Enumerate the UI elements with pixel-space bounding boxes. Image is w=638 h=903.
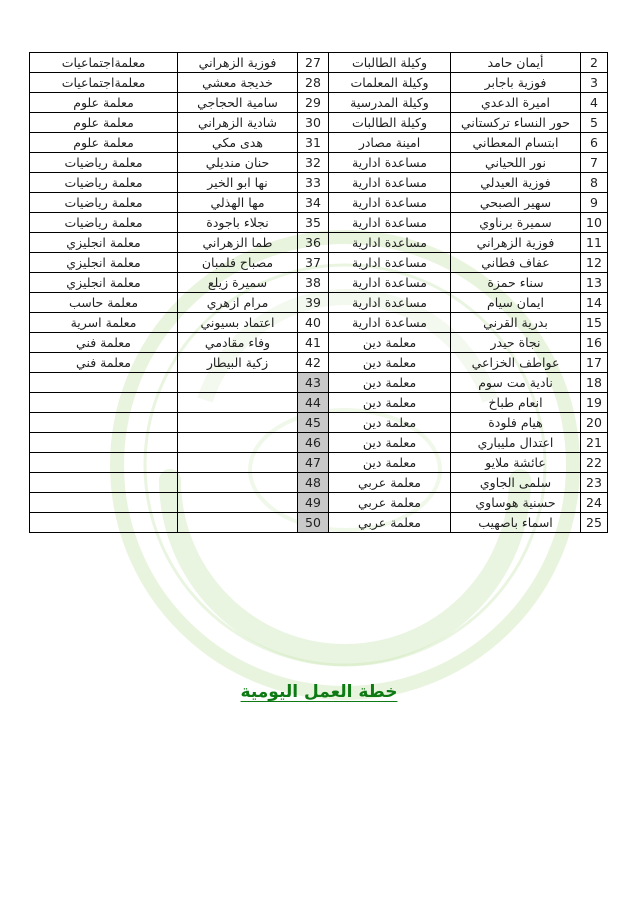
table-row [30, 273, 608, 293]
staff-name-cell: سميرة زيلع [178, 273, 298, 293]
staff-name-cell: عائشة ملايو [451, 453, 581, 473]
staff-role-cell: معلمة دين [329, 393, 451, 413]
row-number-cell: 24 [581, 493, 608, 513]
table-row [30, 93, 608, 113]
staff-role-cell [30, 433, 178, 453]
staff-role-cell: وكيلة المعلمات [329, 73, 451, 93]
staff-role-cell: معلمة عربي [329, 513, 451, 533]
staff-name-cell: نور اللحياني [451, 153, 581, 173]
row-number-cell: 4 [581, 93, 608, 113]
staff-name-cell [178, 413, 298, 433]
staff-role-cell: معلمة رياضيات [30, 193, 178, 213]
staff-role-cell: معلمة دين [329, 353, 451, 373]
staff-role-cell [30, 413, 178, 433]
row-number-cell: 22 [581, 453, 608, 473]
staff-role-cell [30, 473, 178, 493]
row-number-cell: 7 [581, 153, 608, 173]
staff-name-cell: أيمان حامد [451, 53, 581, 73]
row-number-cell: 44 [298, 393, 329, 413]
table-row [30, 133, 608, 153]
staff-name-cell: خديجة معشي [178, 73, 298, 93]
table-row [30, 253, 608, 273]
row-number-cell: 15 [581, 313, 608, 333]
table-row [30, 373, 608, 393]
table-row [30, 493, 608, 513]
table-row [30, 453, 608, 473]
row-number-cell: 39 [298, 293, 329, 313]
row-number-cell: 5 [581, 113, 608, 133]
table-row [30, 233, 608, 253]
staff-role-cell: معلمة انجليزي [30, 233, 178, 253]
row-number-cell: 8 [581, 173, 608, 193]
row-number-cell: 16 [581, 333, 608, 353]
staff-role-cell: معلمة انجليزي [30, 273, 178, 293]
staff-role-cell: مساعدة ادارية [329, 173, 451, 193]
staff-role-cell: معلمة علوم [30, 113, 178, 133]
table-row [30, 293, 608, 313]
staff-name-cell: شادية الزهراني [178, 113, 298, 133]
staff-role-cell: وكيلة الطالبات [329, 53, 451, 73]
table-row [30, 413, 608, 433]
staff-role-cell: وكيلة الطالبات [329, 113, 451, 133]
staff-name-cell [178, 473, 298, 493]
staff-name-cell: فوزية باجابر [451, 73, 581, 93]
row-number-cell: 49 [298, 493, 329, 513]
staff-role-cell [30, 513, 178, 533]
table-row [30, 213, 608, 233]
row-number-cell: 27 [298, 53, 329, 73]
table-row [30, 513, 608, 533]
staff-name-cell: حور النساء تركستاني [451, 113, 581, 133]
staff-name-cell: ايمان سيام [451, 293, 581, 313]
table-row [30, 473, 608, 493]
row-number-cell: 21 [581, 433, 608, 453]
staff-role-cell: مساعدة ادارية [329, 313, 451, 333]
table-row [30, 353, 608, 373]
staff-name-cell: اعتماد بسيوني [178, 313, 298, 333]
page-title: خطة العمل اليومية [240, 682, 398, 702]
staff-name-cell: مرام ازهري [178, 293, 298, 313]
staff-role-cell [30, 493, 178, 513]
staff-role-cell: معلمة علوم [30, 133, 178, 153]
table-row [30, 193, 608, 213]
staff-role-cell: معلمة دين [329, 413, 451, 433]
row-number-cell: 35 [298, 213, 329, 233]
table-row [30, 73, 608, 93]
staff-name-cell [178, 513, 298, 533]
staff-name-cell: اسماء باصهيب [451, 513, 581, 533]
row-number-cell: 40 [298, 313, 329, 333]
staff-role-cell: معلمة فني [30, 333, 178, 353]
staff-role-cell: وكيلة المدرسية [329, 93, 451, 113]
staff-name-cell: اعتدال مليباري [451, 433, 581, 453]
staff-name-cell: وفاء مقادمي [178, 333, 298, 353]
row-number-cell: 41 [298, 333, 329, 353]
table-row [30, 433, 608, 453]
staff-role-cell: مساعدة ادارية [329, 153, 451, 173]
row-number-cell: 17 [581, 353, 608, 373]
row-number-cell: 12 [581, 253, 608, 273]
staff-role-cell: مساعدة ادارية [329, 293, 451, 313]
row-number-cell: 45 [298, 413, 329, 433]
staff-name-cell: مصباح فلمبان [178, 253, 298, 273]
staff-role-cell: معلمة رياضيات [30, 213, 178, 233]
staff-role-cell [30, 453, 178, 473]
table-row [30, 313, 608, 333]
staff-name-cell: فوزية الزهراني [451, 233, 581, 253]
row-number-cell: 19 [581, 393, 608, 413]
row-number-cell: 32 [298, 153, 329, 173]
row-number-cell: 34 [298, 193, 329, 213]
staff-name-cell: اميرة الدعدي [451, 93, 581, 113]
staff-role-cell: امينة مصادر [329, 133, 451, 153]
staff-name-cell: هيام فلودة [451, 413, 581, 433]
staff-role-cell: معلمة عربي [329, 473, 451, 493]
row-number-cell: 29 [298, 93, 329, 113]
staff-role-cell: معلمة فني [30, 353, 178, 373]
staff-name-cell: مها الهذلي [178, 193, 298, 213]
staff-name-cell: نها ابو الخير [178, 173, 298, 193]
row-number-cell: 38 [298, 273, 329, 293]
staff-role-cell: معلمة عربي [329, 493, 451, 513]
staff-name-cell: عفاف فطاني [451, 253, 581, 273]
row-number-cell: 10 [581, 213, 608, 233]
table-row [30, 393, 608, 413]
row-number-cell: 42 [298, 353, 329, 373]
staff-name-cell: هدى مكي [178, 133, 298, 153]
staff-name-cell [178, 373, 298, 393]
staff-name-cell: بدرية القرني [451, 313, 581, 333]
row-number-cell: 20 [581, 413, 608, 433]
row-number-cell: 28 [298, 73, 329, 93]
row-number-cell: 43 [298, 373, 329, 393]
staff-role-cell: معلمة رياضيات [30, 153, 178, 173]
staff-role-cell: معلمة دين [329, 433, 451, 453]
staff-role-cell: معلمةاجتماعيات [30, 73, 178, 93]
staff-name-cell: طما الزهراني [178, 233, 298, 253]
table-row [30, 333, 608, 353]
staff-role-cell: مساعدة ادارية [329, 193, 451, 213]
row-number-cell: 30 [298, 113, 329, 133]
staff-role-cell [30, 373, 178, 393]
staff-role-cell: معلمة حاسب [30, 293, 178, 313]
row-number-cell: 2 [581, 53, 608, 73]
row-number-cell: 9 [581, 193, 608, 213]
row-number-cell: 46 [298, 433, 329, 453]
row-number-cell: 13 [581, 273, 608, 293]
staff-role-cell: مساعدة ادارية [329, 213, 451, 233]
row-number-cell: 11 [581, 233, 608, 253]
table-row [30, 53, 608, 73]
staff-name-cell: عواطف الخزاعي [451, 353, 581, 373]
row-number-cell: 33 [298, 173, 329, 193]
row-number-cell: 6 [581, 133, 608, 153]
row-number-cell: 23 [581, 473, 608, 493]
row-number-cell: 25 [581, 513, 608, 533]
table-row [30, 153, 608, 173]
staff-role-cell: معلمة انجليزي [30, 253, 178, 273]
staff-name-cell: حنان منديلي [178, 153, 298, 173]
staff-name-cell: نجاة حيدر [451, 333, 581, 353]
staff-name-cell: سهير الصبحي [451, 193, 581, 213]
staff-name-cell [178, 393, 298, 413]
staff-name-cell: نجلاء باجودة [178, 213, 298, 233]
staff-role-cell: معلمة علوم [30, 93, 178, 113]
staff-name-cell [178, 453, 298, 473]
staff-role-cell: معلمة دين [329, 333, 451, 353]
staff-name-cell: ابتسام المعطاني [451, 133, 581, 153]
staff-table [29, 52, 608, 533]
table-row [30, 113, 608, 133]
staff-name-cell: زكية البيطار [178, 353, 298, 373]
staff-name-cell: حسنية هوساوي [451, 493, 581, 513]
row-number-cell: 47 [298, 453, 329, 473]
row-number-cell: 37 [298, 253, 329, 273]
row-number-cell: 14 [581, 293, 608, 313]
staff-role-cell: مساعدة ادارية [329, 273, 451, 293]
row-number-cell: 3 [581, 73, 608, 93]
row-number-cell: 50 [298, 513, 329, 533]
staff-name-cell [178, 433, 298, 453]
staff-name-cell: نادية مت سوم [451, 373, 581, 393]
table-row [30, 173, 608, 193]
staff-role-cell: معلمة اسرية [30, 313, 178, 333]
staff-role-cell: مساعدة ادارية [329, 253, 451, 273]
staff-role-cell: مساعدة ادارية [329, 233, 451, 253]
staff-role-cell: معلمة دين [329, 453, 451, 473]
row-number-cell: 31 [298, 133, 329, 153]
staff-role-cell: معلمة دين [329, 373, 451, 393]
staff-name-cell: سميرة برناوي [451, 213, 581, 233]
staff-name-cell: فوزية العيدلي [451, 173, 581, 193]
row-number-cell: 18 [581, 373, 608, 393]
staff-role-cell: معلمةاجتماعيات [30, 53, 178, 73]
staff-name-cell: فوزية الزهراني [178, 53, 298, 73]
staff-name-cell: انعام طباخ [451, 393, 581, 413]
row-number-cell: 36 [298, 233, 329, 253]
staff-name-cell: سلمى الجاوي [451, 473, 581, 493]
staff-role-cell [30, 393, 178, 413]
row-number-cell: 48 [298, 473, 329, 493]
staff-name-cell [178, 493, 298, 513]
staff-name-cell: سامية الحجاجي [178, 93, 298, 113]
staff-role-cell: معلمة رياضيات [30, 173, 178, 193]
staff-name-cell: سناء حمزة [451, 273, 581, 293]
